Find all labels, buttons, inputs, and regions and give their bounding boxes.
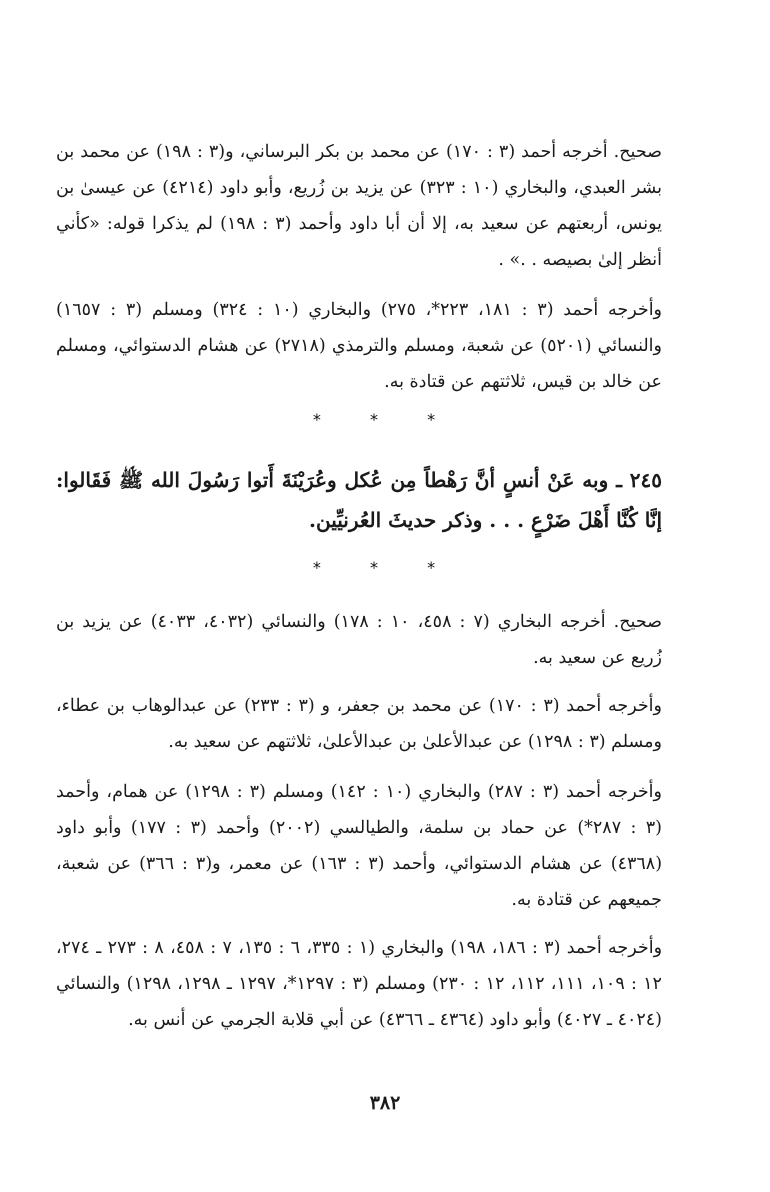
takhrij-paragraph-3: صحيح. أخرجه البخاري (٧ : ٤٥٨، ١٠ : ١٧٨) والنسائي (٤٠٣٢، ٤٠٣٣) عن يزيد بن زُريع عن سعيد به. <box>56 612 662 668</box>
hadith-body: ـ وبه عَنْ أنسٍ أنَّ رَهْطاً مِن عُكل وعُرَيْنَةَ أَتوا رَسُولَ الله ﷺ فَقَالوا: إنَّا كُنَّا أَهْلَ ضَرْعٍ . . . وذكر حديثَ العُرنيِّين. <box>56 468 662 532</box>
hadith-text <box>56 460 688 540</box>
takhrij-paragraph-4: وأخرجه أحمد (٣ : ١٧٠) عن محمد بن جعفر، و (٣ : ٢٣٣) عن عبدالوهاب بن عطاء، ومسلم (٣ : ١٢٩٨) عن عبدالأعلىٰ بن عبدالأعلىٰ، ثلاثتهم عن سعيد به. <box>56 696 662 752</box>
takhrij-paragraph-2: وأخرجه أحمد (٣ : ١٨١، ٢٢٣*، ٢٧٥) والبخاري (١٠ : ٣٢٤) ومسلم (٣ : ١٦٥٧) والنسائي (٥٢٠١) عن شعبة، ومسلم والترمذي (٢٧١٨) عن هشام الدستوائي، ومسلم عن خالد بن قيس، ثلاثتهم عن قتادة به. <box>56 300 663 392</box>
takhrij-paragraph-5: وأخرجه أحمد (٣ : ٢٨٧) والبخاري (١٠ : ١٤٢) ومسلم (٣ : ١٢٩٨) عن همام، وأحمد (٣ : ٢٨٧*) عن حماد بن سلمة، والطيالسي (٢٠٠٢) وأحمد (٣ : ١٧٧) وأبو داود (٤٣٦٨) عن هشام الدستوائي، وأحمد (٣ : ١٦٣) عن معمر، و(٣ : ٣٦٦) عن شعبة، جميعهم عن قتادة به. <box>56 782 663 910</box>
section-separator: * * * <box>312 410 458 429</box>
section-separator: * * * <box>312 558 458 577</box>
takhrij-paragraph-1: صحيح. أخرجه أحمد (٣ : ١٧٠) عن محمد بن بكر البرساني، و(٣ : ١٩٨) عن محمد بن بشر العبدي، والبخاري (١٠ : ٣٢٣) عن يزيد بن زُريع، وأبو داود (٤٢١٤) عن عيسىٰ بن يونس، أربعتهم عن سعيد به، إلا أن أبا داود وأحمد (٣ : ١٩٨) لم يذكرا قوله: «كأني أنظر إلىٰ بصيصه . .» . <box>56 142 662 270</box>
hadith-number: ٢٤٥ <box>629 468 662 492</box>
page-number: ٣٨٢ <box>369 1092 401 1114</box>
takhrij-paragraph-6: وأخرجه أحمد (٣ : ١٨٦، ١٩٨) والبخاري (١ : ٣٣٥، ٦ : ١٣٥، ٧ : ٤٥٨، ٨ : ٢٧٣ ـ ٢٧٤، ١٢ : ١٠٩، ١١١، ١١٢، ١٢ : ٢٣٠) ومسلم (٣ : ١٢٩٧*، ١٢٩٧ ـ ١٢٩٨، ١٢٩٨) والنسائي (٤٠٢٤ ـ ٤٠٢٧) وأبو داود (٤٣٦٤ ـ ٤٣٦٦) عن أبي قلابة الجرمي عن أنس به. <box>56 938 663 1030</box>
